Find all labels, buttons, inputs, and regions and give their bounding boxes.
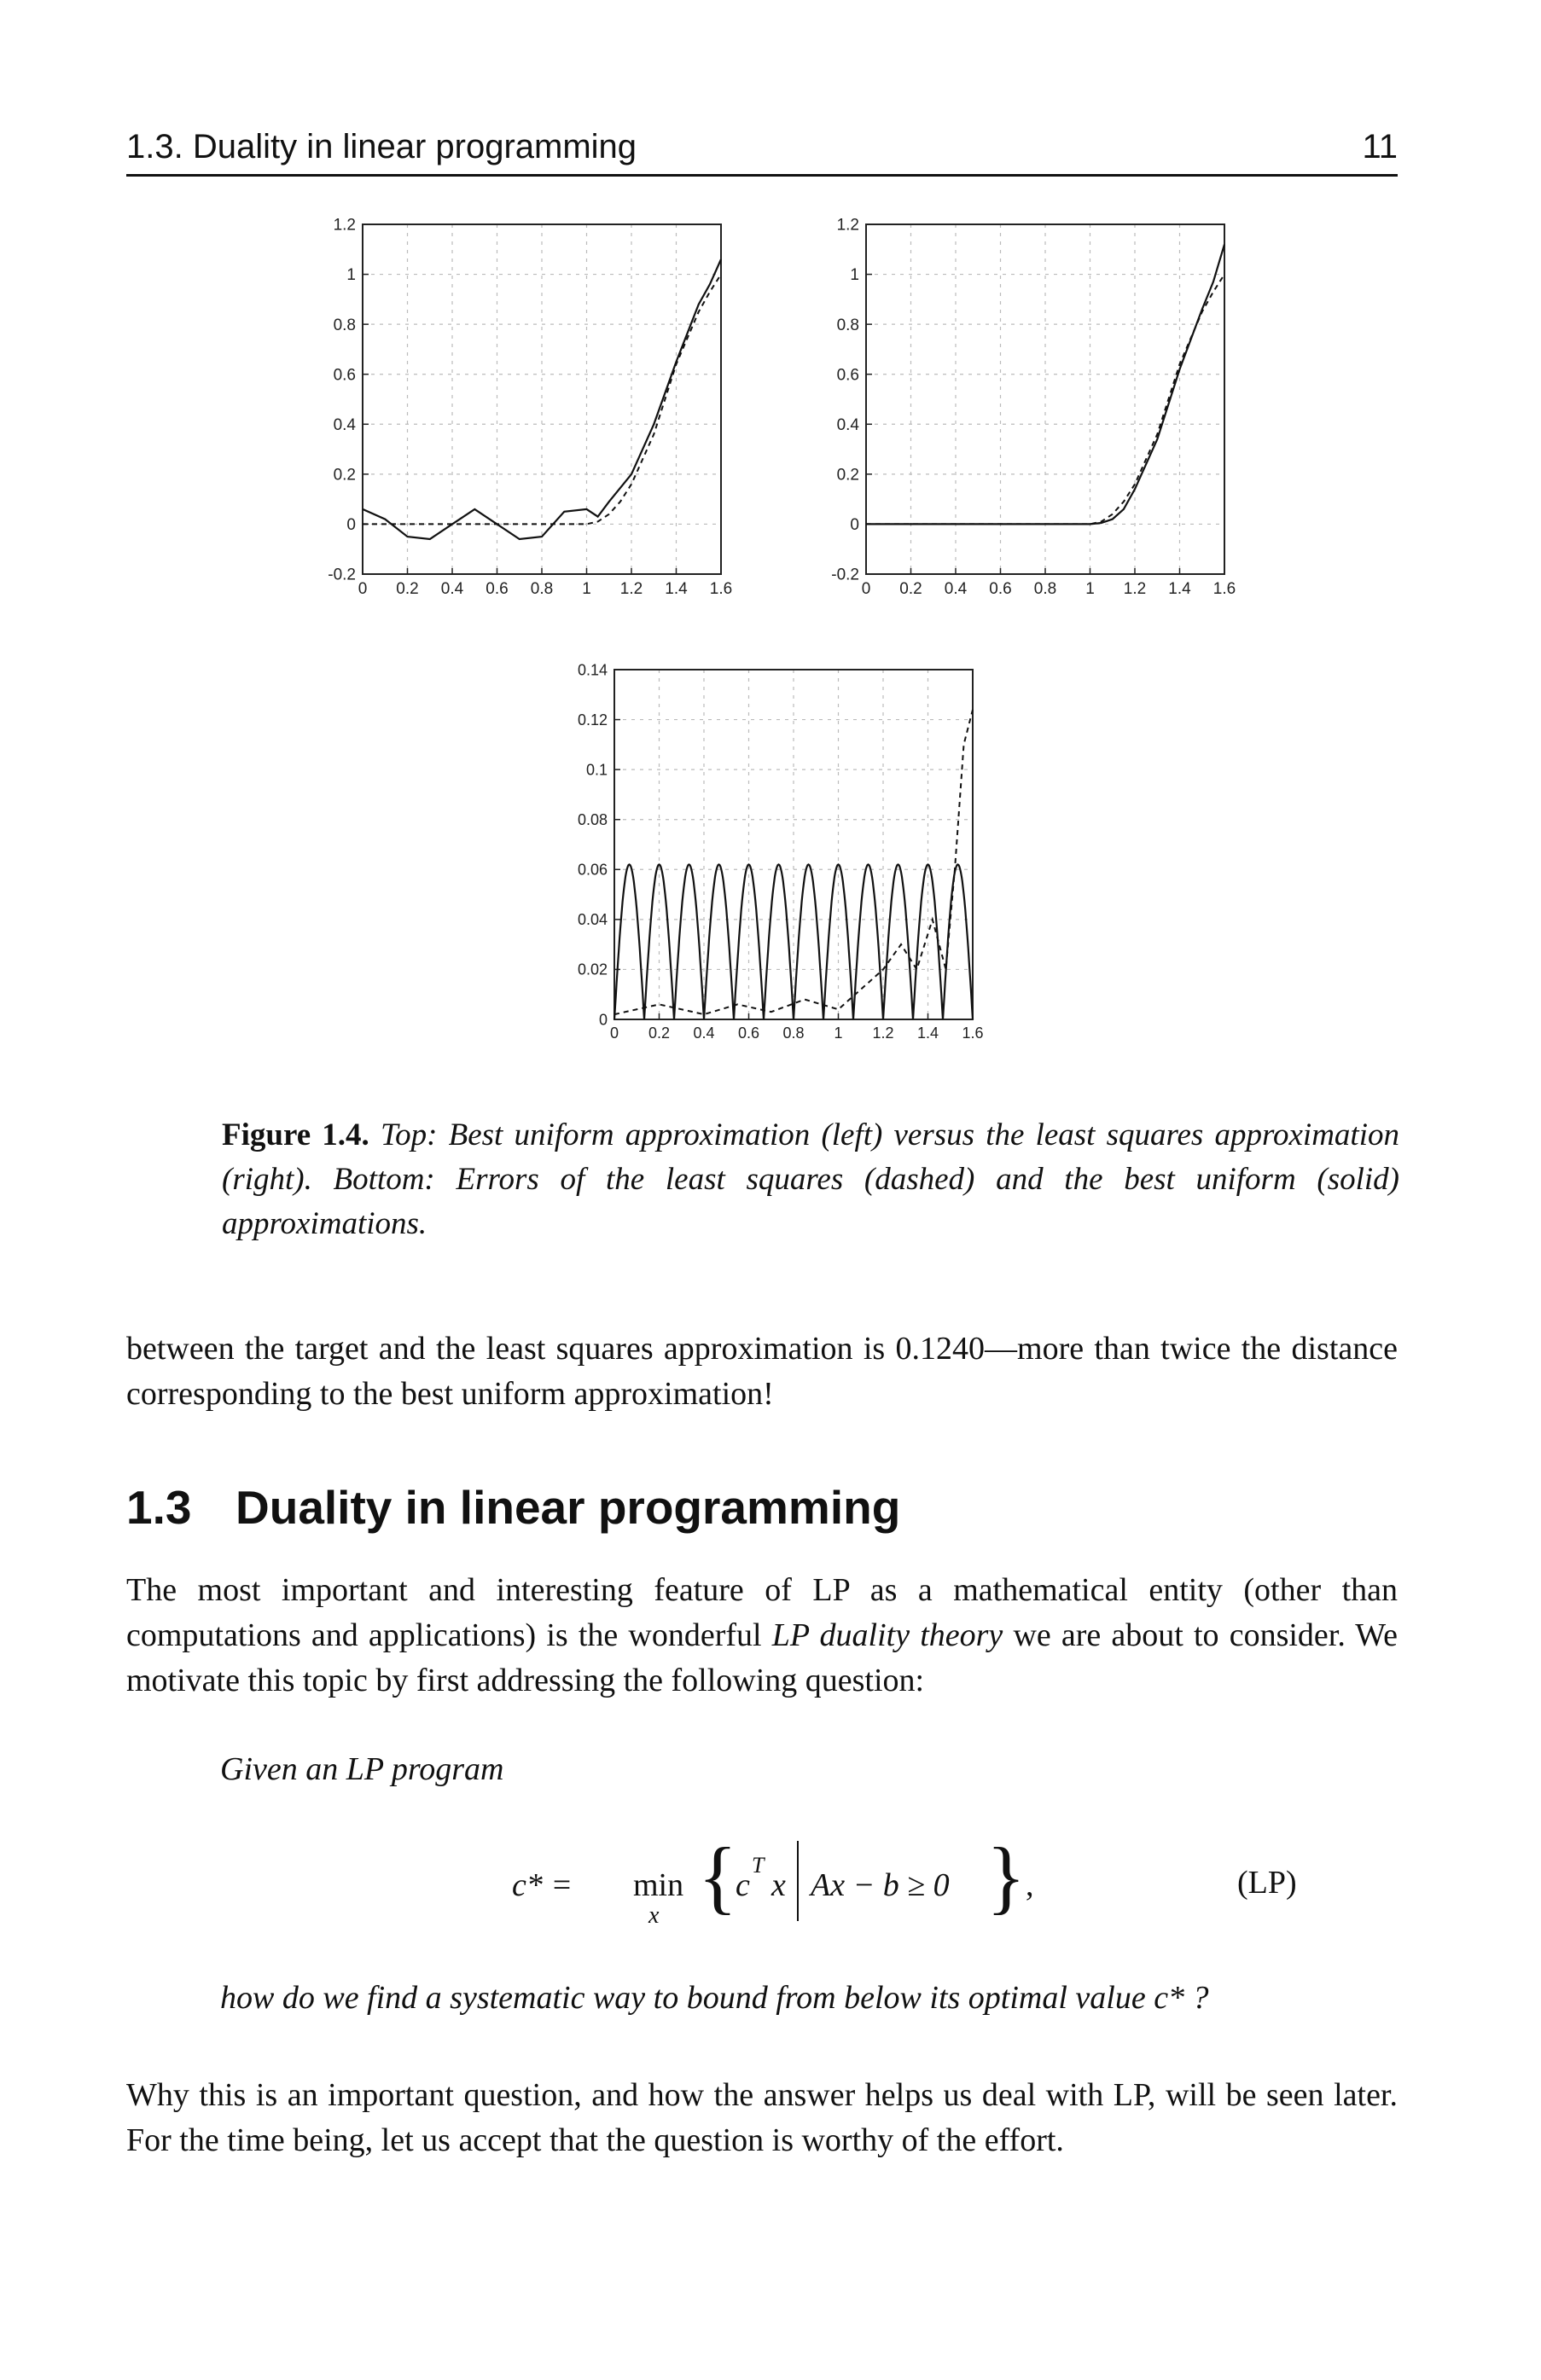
x-tick-label: 1.6 (709, 580, 733, 598)
equation-label: (LP) (1237, 1865, 1297, 1901)
chart-errors (546, 657, 990, 1058)
x-tick-label: 1 (834, 1025, 843, 1042)
right-brace: } (986, 1831, 1026, 1922)
figure-caption (222, 1113, 1399, 1246)
x-tick-label: 0 (358, 580, 368, 598)
eq-trail: , (1026, 1867, 1034, 1903)
y-tick-label: 0.6 (333, 366, 356, 385)
y-tick-label: 0.04 (577, 911, 608, 929)
x-tick-label: 1.2 (1123, 580, 1147, 598)
x-tick-label: 0.8 (1033, 580, 1057, 598)
x-tick-label: 1.6 (1212, 580, 1236, 598)
x-tick-label: 0 (861, 580, 871, 598)
x-tick-label: 0.2 (396, 580, 419, 598)
left-brace: { (698, 1831, 738, 1922)
x-tick-label: 1.4 (916, 1025, 939, 1042)
paragraph-3: Why this is an important question, and how the answer helps us deal with LP, will be seen later. For the time being, let us accept that the question is worthy of the effort. (126, 2077, 1398, 2158)
x-tick-label: 0.6 (989, 580, 1012, 598)
x-tick-label: 1.4 (1168, 580, 1191, 598)
x-tick-label: 0.4 (693, 1025, 715, 1042)
caption-label: Figure 1.4. (222, 1117, 369, 1152)
eq-subscript: x (648, 1902, 660, 1929)
emphasis-lp-duality: LP duality theory (771, 1617, 1003, 1653)
y-tick-label: 0 (346, 516, 356, 535)
x-tick-label: 1.2 (619, 580, 643, 598)
y-tick-label: 0.12 (577, 711, 608, 729)
x-tick-label: 1.6 (962, 1025, 984, 1042)
y-tick-label: 0.1 (585, 761, 608, 779)
paragraph-2-text-end: we are about to consider. We motivate this topic by first addressing the following question: (126, 1617, 1398, 1698)
y-tick-label: 0.2 (836, 466, 859, 485)
y-tick-label: 1.2 (333, 216, 356, 235)
x-tick-label: 1.4 (665, 580, 688, 598)
eq-constraint: Ax − b ≥ 0 (811, 1867, 950, 1903)
x-tick-label: 0.8 (782, 1025, 805, 1042)
page-number: 11 (1362, 128, 1398, 165)
x-tick-label: 0.6 (737, 1025, 760, 1042)
x-tick-label: 1 (582, 580, 591, 598)
y-tick-label: 0.8 (836, 316, 859, 334)
running-head-title: 1.3. Duality in linear programming (126, 128, 637, 165)
eq-lhs: c* = (512, 1867, 581, 1903)
y-tick-label: 0.2 (333, 466, 356, 485)
section-title: Duality in linear programming (236, 1481, 901, 1534)
y-tick-label: 0.4 (333, 415, 356, 434)
x-tick-label: 0.4 (440, 580, 464, 598)
y-tick-label: 1 (850, 266, 859, 285)
x-tick-label: 1.2 (872, 1025, 894, 1042)
y-tick-label: 0.14 (577, 661, 608, 679)
chart-least-squares (785, 212, 1246, 621)
caption-text: Top: Best uniform approximation (left) versus the least squares approximation (right). Bottom: Errors of the least squares (dashed) and the best uniform (solid) approximations. (222, 1117, 1399, 1241)
eq-objective: c (736, 1867, 750, 1903)
set-bar (797, 1841, 799, 1921)
running-head (126, 121, 1398, 177)
y-tick-label: -0.2 (328, 566, 356, 584)
y-tick-label: 0.02 (577, 961, 608, 978)
x-tick-label: 1 (1085, 580, 1095, 598)
section-heading (126, 1480, 900, 1535)
y-tick-label: 0.6 (836, 366, 859, 385)
eq-min: min (633, 1867, 684, 1903)
section-number: 1.3 (126, 1481, 192, 1534)
y-tick-label: 1 (346, 266, 356, 285)
y-tick-label: 0 (598, 1011, 608, 1029)
chart-best-uniform (282, 212, 742, 621)
y-tick-label: 0.4 (836, 415, 859, 434)
question-text: how do we find a systematic way to bound from below its optimal value c* ? (220, 1980, 1209, 2016)
y-tick-label: 0 (850, 516, 859, 535)
x-tick-label: 0.2 (648, 1025, 671, 1042)
eq-objective-var: x (771, 1867, 786, 1903)
x-tick-label: 0.8 (530, 580, 554, 598)
paragraph-2 (126, 1568, 1398, 1704)
x-tick-label: 0.6 (486, 580, 509, 598)
paragraph-2-text: The most important and interesting feature of LP as a mathematical entity (other than computations and applications) is the wonderful (126, 1572, 1398, 1653)
y-tick-label: 0.8 (333, 316, 356, 334)
y-tick-label: 0.08 (577, 811, 608, 829)
x-tick-label: 0.2 (899, 580, 922, 598)
paragraph-1: between the target and the least squares approximation is 0.1240—more than twice the distance corresponding to the best uniform approximation! (126, 1331, 1398, 1412)
y-tick-label: 1.2 (836, 216, 859, 235)
y-tick-label: -0.2 (831, 566, 859, 584)
x-tick-label: 0 (609, 1025, 619, 1042)
x-tick-label: 0.4 (944, 580, 968, 598)
question-intro: Given an LP program (220, 1751, 504, 1787)
eq-superscript: T (752, 1853, 765, 1878)
y-tick-label: 0.06 (577, 861, 608, 879)
